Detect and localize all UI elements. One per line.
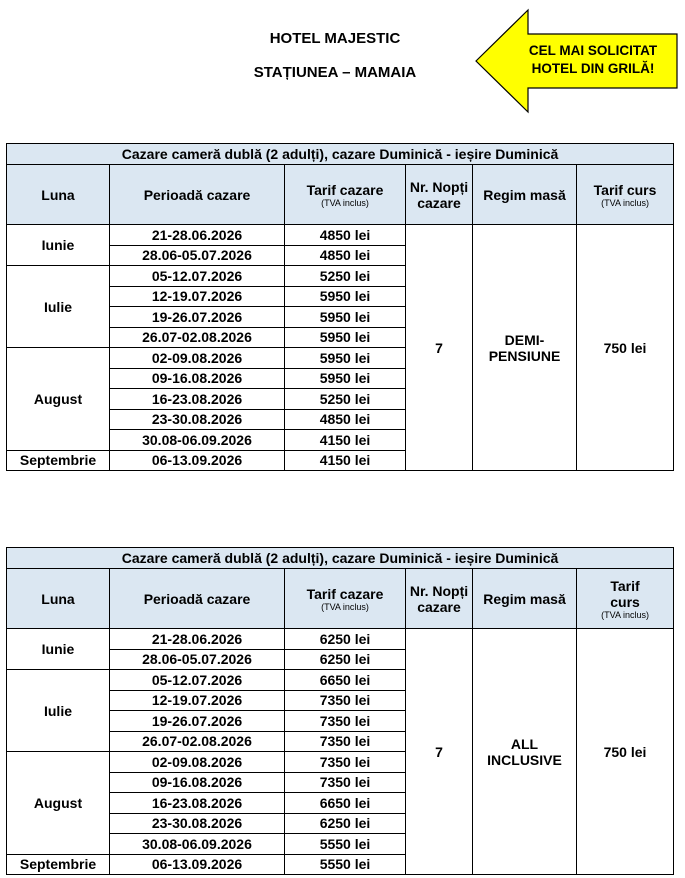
table-caption: Cazare cameră dublă (2 adulți), cazare Duminică - ieșire Duminică — [7, 548, 674, 569]
price-cell: 5250 lei — [285, 266, 406, 287]
period-cell: 28.06-05.07.2026 — [110, 245, 285, 266]
price-cell: 7350 lei — [285, 752, 406, 773]
period-cell: 02-09.08.2026 — [110, 348, 285, 369]
period-cell: 05-12.07.2026 — [110, 266, 285, 287]
price-cell: 4850 lei — [285, 225, 406, 246]
period-cell: 05-12.07.2026 — [110, 670, 285, 691]
period-cell: 28.06-05.07.2026 — [110, 649, 285, 670]
price-cell: 4150 lei — [285, 430, 406, 451]
period-cell: 23-30.08.2026 — [110, 409, 285, 430]
price-cell: 5950 lei — [285, 307, 406, 328]
col-header-luna: Luna — [7, 569, 110, 629]
table-caption: Cazare cameră dublă (2 adulți), cazare Duminică - ieșire Duminică — [7, 144, 674, 165]
period-cell: 06-13.09.2026 — [110, 450, 285, 471]
price-cell: 4150 lei — [285, 450, 406, 471]
period-cell: 16-23.08.2026 — [110, 793, 285, 814]
period-cell: 09-16.08.2026 — [110, 368, 285, 389]
period-cell: 09-16.08.2026 — [110, 772, 285, 793]
price-cell: 7350 lei — [285, 731, 406, 752]
col-header-regim: Regim masă — [473, 569, 577, 629]
price-cell: 5550 lei — [285, 854, 406, 875]
period-cell: 26.07-02.08.2026 — [110, 731, 285, 752]
col-header-regim: Regim masă — [473, 165, 577, 225]
month-cell: Iulie — [7, 670, 110, 752]
col-header-perioada: Perioadă cazare — [110, 165, 285, 225]
price-cell: 6650 lei — [285, 670, 406, 691]
price-cell: 5550 lei — [285, 834, 406, 855]
period-cell: 02-09.08.2026 — [110, 752, 285, 773]
month-cell: Iunie — [7, 629, 110, 670]
meal-cell: DEMI-PENSIUNE — [473, 225, 577, 471]
month-cell: Septembrie — [7, 450, 110, 471]
month-cell: August — [7, 348, 110, 451]
month-cell: Septembrie — [7, 854, 110, 875]
price-cell: 7350 lei — [285, 711, 406, 732]
col-header-curs: Tarif curs (TVA inclus) — [577, 165, 674, 225]
price-table-all-inclusive — [6, 547, 674, 875]
price-cell: 5250 lei — [285, 389, 406, 410]
period-cell: 26.07-02.08.2026 — [110, 327, 285, 348]
price-cell: 5950 lei — [285, 286, 406, 307]
period-cell: 30.08-06.09.2026 — [110, 834, 285, 855]
price-cell: 4850 lei — [285, 409, 406, 430]
month-cell: August — [7, 752, 110, 855]
meal-cell: ALL INCLUSIVE — [473, 629, 577, 875]
resort-title: STAȚIUNEA – MAMAIA — [253, 64, 417, 81]
course-price-cell: 750 lei — [577, 225, 674, 471]
price-cell: 7350 lei — [285, 772, 406, 793]
period-cell: 12-19.07.2026 — [110, 286, 285, 307]
price-cell: 5950 lei — [285, 348, 406, 369]
period-cell: 06-13.09.2026 — [110, 854, 285, 875]
col-header-nopti: Nr. Nopți cazare — [406, 569, 473, 629]
period-cell: 30.08-06.09.2026 — [110, 430, 285, 451]
nights-cell: 7 — [406, 629, 473, 875]
period-cell: 16-23.08.2026 — [110, 389, 285, 410]
price-cell: 5950 lei — [285, 368, 406, 389]
price-table-demi-pensiune — [6, 143, 674, 471]
col-header-tarif: Tarif cazare (TVA inclus) — [285, 165, 406, 225]
period-cell: 21-28.06.2026 — [110, 225, 285, 246]
period-cell: 19-26.07.2026 — [110, 307, 285, 328]
period-cell: 19-26.07.2026 — [110, 711, 285, 732]
price-cell: 6650 lei — [285, 793, 406, 814]
nights-cell: 7 — [406, 225, 473, 471]
period-cell: 23-30.08.2026 — [110, 813, 285, 834]
price-cell: 6250 lei — [285, 649, 406, 670]
price-cell: 7350 lei — [285, 690, 406, 711]
month-cell: Iunie — [7, 225, 110, 266]
price-cell: 6250 lei — [285, 629, 406, 650]
col-header-curs: Tarif curs (TVA inclus) — [577, 569, 674, 629]
period-cell: 12-19.07.2026 — [110, 690, 285, 711]
month-cell: Iulie — [7, 266, 110, 348]
hotel-title: HOTEL MAJESTIC — [269, 30, 401, 47]
col-header-nopti: Nr. Nopți cazare — [406, 165, 473, 225]
price-cell: 5950 lei — [285, 327, 406, 348]
price-cell: 6250 lei — [285, 813, 406, 834]
course-price-cell: 750 lei — [577, 629, 674, 875]
col-header-perioada: Perioadă cazare — [110, 569, 285, 629]
period-cell: 21-28.06.2026 — [110, 629, 285, 650]
badge-text: CEL MAI SOLICITAT HOTEL DIN GRILĂ! — [528, 43, 658, 76]
price-cell: 4850 lei — [285, 245, 406, 266]
col-header-tarif: Tarif cazare (TVA inclus) — [285, 569, 406, 629]
col-header-luna: Luna — [7, 165, 110, 225]
